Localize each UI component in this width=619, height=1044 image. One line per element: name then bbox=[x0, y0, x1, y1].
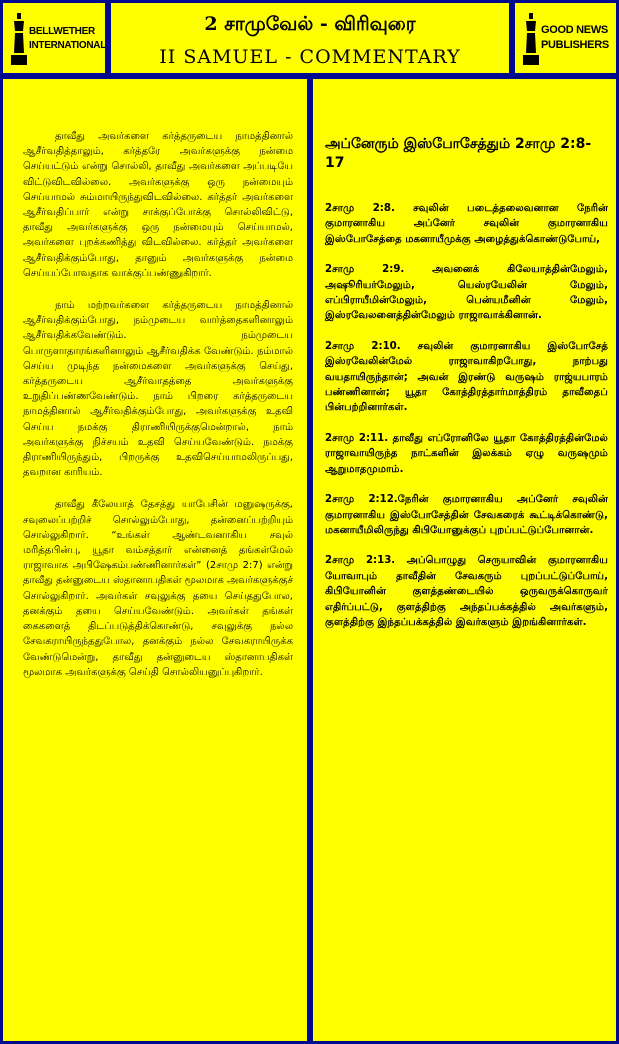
left-column-text bbox=[23, 129, 293, 697]
left-paragraph-3: தாவீது கீலேயாத் தேசத்து யாபேசின் மனுஷருக்கு, சவுலைப்பற்றிச் சொல்லும்போது, தன்னைப்பற்றியும் சொல்லுகிறார். “உங்கள் ஆண்டவனாகிய சவுல் மரித்தபின்பு, யூதா வம்சத்தார் என்னைத் தங்கள்மேல் ராஜாவாக அபிஷேகம்பண்ணினார்கள்” (2சாமு 2:7) என்று தாவீது தன்னுடைய ஸ்தானாபதிகள் மூலமாக அவர்களுக்குச் சொல்லுகிறார். அவர்கள் சவுலுக்கு தயை செய்ததுபோல, தனக்கும் தயை செய்யவேண்டும். அவர்கள் தங்கள் கைகளைத் திடப்படுத்திக்கொண்டு, சவுலுக்கு நல்ல சேவகராயிருந்ததுபோல, தனக்கும் நல்ல சேவகராயிருக்க வேண்டுமென்று, தாவீது தன்னுடைய ஸ்தானாபதிகள் மூலமாக அவர்களுக்கு செய்தி சொல்லியனுப்புகிறார். bbox=[23, 499, 293, 678]
title-english: II SAMUEL - COMMENTARY bbox=[159, 46, 461, 68]
verse-2-13: 2சாமு 2:13. அப்பொழுது செருயாவின் குமாரனாகிய யோவாபும் தாவீதின் சேவகரும் புறப்பட்டுப்போய், கிபியோனின் குளத்தண்டையில் ஒருவருக்கொருவர் எதிர்ப்பட்டு, குளத்திற்கு அந்தப்பக்கத்தில் அவர்களும், குளத்திற்கு இந்தப்பக்கத்தில் இவர்களும் இறங்கினார்கள். bbox=[325, 555, 608, 628]
right-logo-line1: GOOD NEWS bbox=[541, 24, 608, 36]
verse-2-11: 2சாமு 2:11. தாவீது எப்ரோனிலே யூதா கோத்திரத்தின்மேல் ராஜாவாயிருந்த நாட்களின் இலக்கம் ஏழு வருஷமும் ஆறுமாதமுமாம். bbox=[325, 432, 608, 475]
title-tamil: 2 சாமுவேல் - விரிவுரை bbox=[204, 13, 416, 35]
right-logo-line2: PUBLISHERS bbox=[541, 39, 609, 51]
left-paragraph-1: தாவீது அவர்களை கர்த்தருடைய நாமத்தினால் ஆசீர்வதித்தாலும், கர்த்தரே அவர்களுக்கு நன்மை செய்யட்டும் என்று சொல்லி, தாவீது அவர்களை அப்படியே விட்டுவிடவில்லை. அவர்களுக்கு ஒரு நன்மையும் செய்யாமல் சும்மாயிருந்துவிடவில்லை. கர்த்தர் அவர்களை ஆசீர்வதிப்பார் என்று சாக்குப்போக்கு சொல்லிவிட்டு, தாவீது அவர்களுக்கு ஒரு நன்மையும் செய்யாமல், அவர்களை புறக்கணித்து விடவில்லை. கர்த்தர் அவர்களை ஆசீர்வதிக்கும்போது, தானும் அவர்களுக்கு நன்மை செய்யப்போவதாக வாக்குப்பண்ணுகிறார். bbox=[23, 131, 293, 279]
right-column-text bbox=[325, 135, 608, 645]
left-paragraph-2: நாம் மற்றவர்களை கர்த்தருடைய நாமத்தினால் ஆசீர்வதிக்கும்போது, நம்முடைய வார்த்தைகளினாலும் ஆசீர்வதிக்கவேண்டும். நம்முடைய பொருளாதாரங்களினாலும் ஆசீர்வதிக்க வேண்டும். நம்மால் செய்ய முடிந்த நன்மைகளை அவர்களுக்கு செய்து, கர்த்தருடைய ஆசீர்வாதத்தை அவர்களுக்கு உறுதிப்பண்ணவேண்டும். நாம் பிறரை கர்த்தருடைய நாமத்தினால் ஆசீர்வதிக்கும்போது, அவர்களுக்கு உதவி செய்ய நமக்கு திராணியிருக்குமென்றால், நாம் அவர்களுக்கு நிச்சயம் உதவி செய்யவேண்டும். நமக்கு திராணியிருந்தும், பிறருக்கு உதவிசெய்யாமலிருப்பது, தவறான காரியம். bbox=[23, 300, 293, 479]
section-heading: அப்னேரும் இஸ்போசேத்தும் 2சாமு 2:8-17 bbox=[325, 136, 592, 171]
title-box bbox=[108, 0, 512, 76]
bellwether-logo-box bbox=[0, 0, 108, 76]
left-logo-line2: INTERNATIONAL bbox=[29, 40, 107, 51]
tower-icon bbox=[11, 13, 27, 65]
verse-2-8: 2சாமு 2:8. சவுலின் படைத்தலைவனான நேரின் குமாரனாகிய அப்னேர் சவுலின் குமாரனாகிய இஸ்போசேத்தை மகனாயீமுக்கு அழைத்துக்கொண்டுபோய், bbox=[325, 203, 608, 245]
verse-2-9: 2சாமு 2:9. அவனைக் கிலேயாத்தின்மேலும், அஷூரியர்மேலும், யெஸ்ரயேலின் மேலும், எப்பிராயீமின்மேலும், பென்யமீனின் மேலும், இஸ்ரவேலனைத்தின்மேலும் ராஜாவாக்கினான். bbox=[325, 264, 608, 322]
left-logo-line1: BELLWETHER bbox=[29, 26, 95, 37]
left-column bbox=[0, 76, 310, 1044]
right-column bbox=[310, 76, 619, 1044]
verse-2-12: 2சாமு 2:12.நேரின் குமாரனாகிய அப்னேர் சவுலின் குமாரனாகிய இஸ்போசேத்தின் சேவகரைக் கூட்டிக்கொண்டு, மகனாயீமிலிருந்து கிபியோனுக்குப் புறப்பட்டுப்போனான். bbox=[325, 494, 608, 536]
good-news-logo bbox=[521, 11, 611, 67]
good-news-logo-box bbox=[512, 0, 619, 76]
verse-2-10: 2சாமு 2:10. சவுலின் குமாரனாகிய இஸ்போசேத் இஸ்ரவேலின்மேல் ராஜாவாகிறபோது, நாற்பது வயதாயிருந்தான்; அவன் இரண்டு வருஷம் ராஜ்யபாரம் பண்ணினான்; யூதா கோத்திரத்தார்மாத்திரம் தாவீதைப் பின்பற்றினார்கள். bbox=[325, 340, 608, 414]
tower-icon bbox=[523, 13, 539, 65]
bellwether-logo bbox=[9, 11, 107, 67]
